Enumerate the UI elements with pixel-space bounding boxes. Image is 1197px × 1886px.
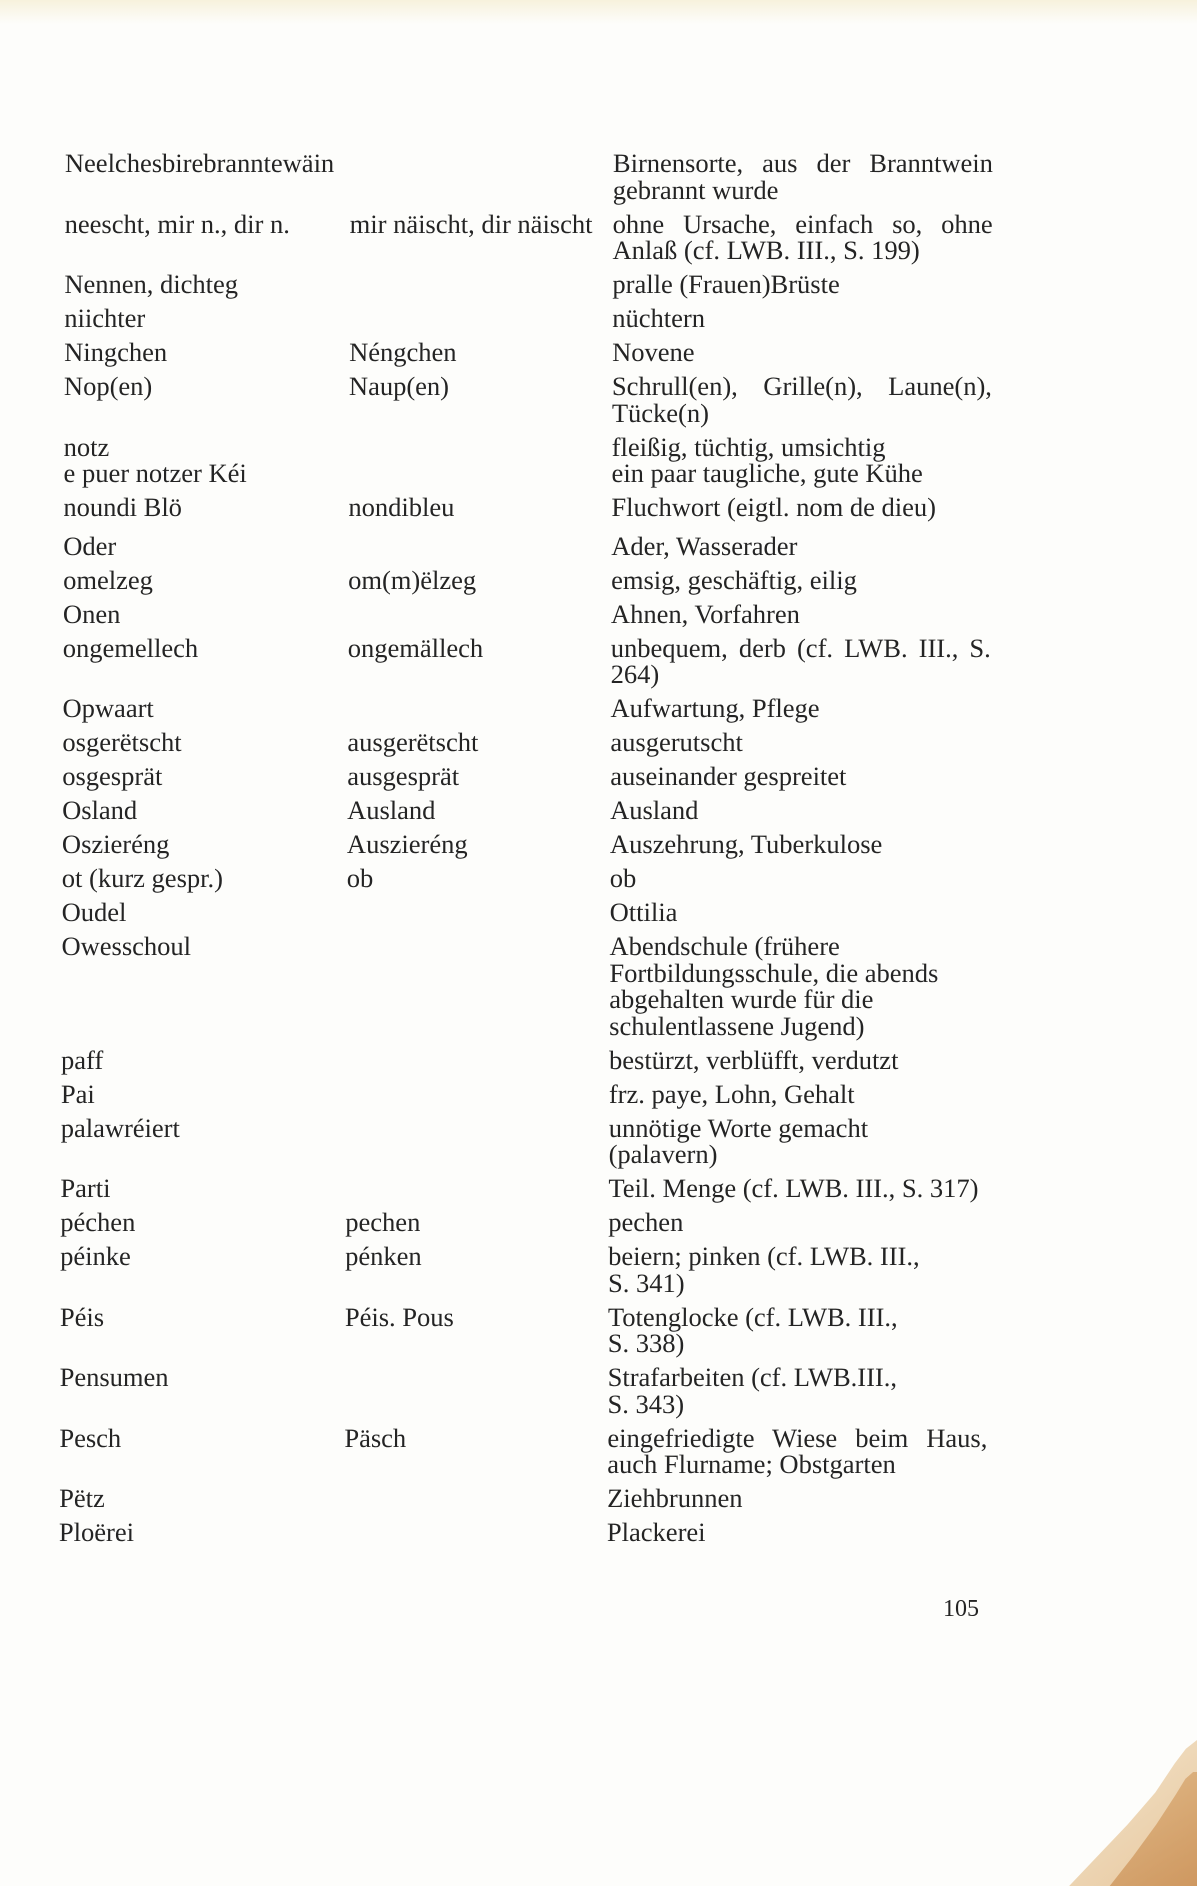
entry-headword	[59, 1485, 344, 1512]
entry-meaning	[608, 1044, 989, 1075]
entry-variant	[349, 373, 612, 426]
entry-meaning	[607, 1485, 987, 1512]
glossary-entry	[0, 1519, 1191, 1546]
entry-meaning	[612, 271, 992, 298]
meaning-line: beiern; pinken (cf. LWB. III.,	[608, 1241, 920, 1271]
meaning-line: Ottilia	[609, 897, 678, 927]
meaning-line: Plackerei	[606, 1517, 706, 1547]
entry-meaning	[611, 494, 991, 521]
variant-line: Päsch	[344, 1422, 407, 1453]
page-number: 105	[943, 1596, 979, 1622]
glossary-entry	[0, 632, 1195, 689]
glossary-section	[0, 1044, 1193, 1547]
variant-line: nondibleu	[348, 492, 455, 522]
glossary-entry	[0, 1078, 1193, 1109]
headword-line: Ningchen	[64, 337, 168, 367]
headword-line: Nop(en)	[63, 371, 153, 401]
entry-headword	[62, 763, 347, 790]
entry-variant	[347, 632, 611, 688]
entry-meaning	[611, 431, 992, 488]
glossary-entry	[0, 431, 1196, 488]
glossary-entry	[0, 1243, 1192, 1296]
entry-headword	[60, 1078, 346, 1109]
entry-variant	[350, 150, 613, 203]
entry-meaning	[607, 1519, 987, 1546]
headword-line: notz	[63, 431, 110, 462]
entry-meaning	[610, 899, 990, 926]
headword-line: Nennen, dichteg	[64, 269, 239, 299]
headword-line: Oder	[63, 530, 117, 561]
meaning-line: Birnensorte, aus der Branntwein	[612, 148, 994, 178]
meaning-line: fleißig, tüchtig, umsichtig	[611, 431, 886, 462]
entry-meaning	[607, 1364, 987, 1417]
headword-line: Pëtz	[59, 1483, 105, 1513]
entry-meaning	[612, 373, 992, 426]
paper-edge-tint	[0, 0, 1197, 24]
meaning-line: auseinander gespreitet	[610, 761, 847, 791]
entry-headword	[60, 1243, 345, 1296]
meaning-line: Abendschule (frühere	[609, 931, 840, 961]
entry-headword	[64, 208, 350, 264]
entry-headword	[62, 865, 347, 892]
meaning-line: schulentlassene Jugend)	[609, 1010, 865, 1041]
glossary-entry	[0, 831, 1194, 858]
entry-headword	[62, 632, 348, 688]
meaning-line: Aufwartung, Pflege	[610, 693, 820, 723]
entry-meaning	[610, 632, 991, 689]
entry-headword	[63, 564, 348, 595]
glossary-entry	[0, 933, 1194, 1039]
headword-line: Opwaart	[62, 693, 154, 723]
entry-variant	[345, 1243, 608, 1296]
headword-line: ot (kurz gespr.)	[61, 863, 224, 893]
entry-headword	[64, 305, 349, 332]
glossary-entry	[0, 729, 1194, 756]
entry-variant	[348, 494, 611, 521]
entry-variant	[348, 601, 611, 628]
entry-headword	[60, 1044, 346, 1075]
headword-line: Pensumen	[59, 1362, 169, 1392]
entry-meaning	[608, 1175, 988, 1202]
meaning-line: Ader, Wasserader	[611, 530, 798, 561]
entry-meaning	[610, 865, 990, 892]
entry-meaning	[608, 1243, 988, 1296]
entry-meaning	[607, 1422, 988, 1479]
meaning-line: Ahnen, Vorfahren	[610, 598, 800, 629]
entry-meaning	[608, 1078, 989, 1109]
meaning-line: ausgerutscht	[610, 727, 743, 757]
glossary-entry	[0, 1112, 1193, 1169]
entry-headword	[62, 831, 347, 858]
entry-variant	[346, 1115, 609, 1168]
entry-meaning	[613, 150, 993, 203]
meaning-line: bestürzt, verblüfft, verdutzt	[608, 1044, 899, 1075]
entry-variant	[346, 1081, 609, 1108]
entry-headword	[63, 431, 349, 488]
headword-line: Onen	[62, 598, 121, 629]
entry-meaning	[610, 797, 990, 824]
entry-headword	[59, 1519, 344, 1546]
glossary-section	[0, 150, 1197, 521]
entry-headword	[64, 339, 349, 366]
glossary-section	[0, 530, 1195, 1041]
entry-meaning	[608, 1112, 989, 1169]
glossary-entry	[0, 305, 1196, 332]
variant-line: Auszieréng	[346, 829, 468, 859]
glossary-entry	[0, 494, 1195, 521]
entry-meaning	[612, 305, 992, 332]
entry-variant	[344, 1422, 607, 1478]
meaning-line: Fortbildungsschule, die abends	[609, 957, 939, 988]
glossary-entry	[0, 695, 1195, 722]
variant-line: Naup(en)	[348, 371, 450, 401]
glossary-entry	[0, 865, 1194, 892]
entry-headword	[63, 494, 348, 521]
headword-line: Ploërei	[58, 1517, 135, 1547]
meaning-line: auch Flurname; Obstgarten	[607, 1449, 896, 1479]
meaning-line: Ausland	[610, 795, 699, 825]
variant-line: mir näischt, dir näischt	[349, 208, 593, 239]
entry-meaning	[612, 339, 992, 366]
glossary-entry	[0, 530, 1195, 561]
glossary-entry	[0, 271, 1196, 298]
entry-meaning	[608, 1209, 988, 1236]
variant-line: pénken	[345, 1241, 422, 1271]
glossary-entry	[0, 1364, 1192, 1417]
meaning-line: unnötige Worte gemacht	[608, 1112, 869, 1143]
meaning-line: S. 338)	[607, 1328, 685, 1358]
entry-headword	[60, 1209, 345, 1236]
glossary-entry	[0, 373, 1196, 426]
headword-line: noundi Blö	[63, 492, 183, 522]
entry-meaning	[607, 1301, 988, 1358]
meaning-line: S. 343)	[607, 1388, 685, 1419]
entry-headword	[65, 150, 350, 203]
glossary-entry	[0, 1485, 1191, 1512]
meaning-line: Anlaß (cf. LWB. III., S. 199)	[612, 235, 920, 265]
entry-variant	[347, 899, 610, 926]
meaning-line: eingefriedigte Wiese beim Haus,	[607, 1422, 988, 1453]
headword-line: paff	[60, 1044, 104, 1075]
entry-variant	[344, 1519, 607, 1546]
meaning-line: 264)	[610, 659, 660, 689]
meaning-line: emsig, geschäftig, eilig	[611, 564, 858, 595]
headword-line: omelzeg	[63, 564, 153, 595]
entry-variant	[348, 533, 611, 560]
meaning-line: Teil. Menge (cf. LWB. III., S. 317)	[608, 1173, 979, 1203]
entry-meaning	[610, 831, 990, 858]
meaning-line: frz. paye, Lohn, Gehalt	[608, 1078, 855, 1109]
meaning-line: Totenglocke (cf. LWB. III.,	[607, 1301, 898, 1332]
entry-variant	[345, 1209, 608, 1236]
entry-meaning	[612, 208, 993, 265]
headword-line: Neelchesbirebranntewäin	[64, 148, 335, 178]
variant-line: Ausland	[347, 795, 436, 825]
entry-headword	[59, 1301, 345, 1357]
entry-headword	[62, 729, 347, 756]
entry-variant	[346, 1047, 609, 1074]
headword-line: Pai	[60, 1078, 95, 1109]
meaning-line: Schrull(en), Grille(n), Laune(n),	[611, 371, 993, 401]
entry-meaning	[611, 695, 991, 722]
entry-headword	[60, 1175, 345, 1202]
entry-meaning	[611, 564, 991, 595]
entry-headword	[60, 1112, 346, 1168]
glossary-entry	[0, 1209, 1192, 1236]
glossary-list	[0, 150, 1197, 1553]
entry-variant	[347, 797, 610, 824]
meaning-line: gebrannt wurde	[612, 174, 779, 205]
entry-variant	[344, 1364, 607, 1417]
glossary-entry	[0, 1175, 1193, 1202]
entry-variant	[346, 933, 609, 1039]
headword-line: ongemellech	[62, 632, 199, 663]
glossary-entry	[0, 763, 1194, 790]
variant-line: Néngchen	[349, 337, 457, 367]
entry-variant	[347, 831, 610, 858]
entry-variant	[347, 729, 610, 756]
headword-line: neescht, mir n., dir n.	[64, 208, 290, 239]
variant-line: pechen	[345, 1207, 421, 1237]
glossary-entry	[0, 1301, 1192, 1358]
entry-variant	[349, 208, 613, 264]
headword-line: Pesch	[59, 1422, 122, 1453]
headword-line: osgerëtscht	[62, 727, 182, 757]
meaning-line: Strafarbeiten (cf. LWB.III.,	[607, 1362, 898, 1392]
headword-line: osgesprät	[62, 761, 163, 791]
meaning-line: ob	[609, 863, 637, 893]
entry-headword	[62, 797, 347, 824]
meaning-line: Tücke(n)	[611, 397, 710, 428]
entry-meaning	[610, 598, 991, 629]
headword-line: niichter	[64, 303, 146, 333]
meaning-line: nüchtern	[612, 303, 706, 333]
meaning-line: S. 341)	[607, 1267, 685, 1298]
headword-line: péchen	[60, 1207, 136, 1237]
entry-variant	[349, 271, 612, 298]
variant-line: ausgesprät	[347, 761, 460, 791]
meaning-line: ein paar taugliche, gute Kühe	[611, 458, 923, 488]
entry-headword	[59, 1364, 344, 1417]
headword-line: e puer notzer Kéi	[63, 458, 247, 488]
meaning-line: pechen	[608, 1207, 684, 1237]
headword-line: Parti	[60, 1173, 111, 1203]
entry-meaning	[610, 729, 990, 756]
headword-line: Osland	[62, 795, 138, 825]
glossary-entry	[0, 1044, 1193, 1075]
meaning-line: pralle (Frauen)Brüste	[612, 269, 840, 299]
variant-line: Péis. Pous	[344, 1301, 454, 1332]
headword-line: Oudel	[61, 897, 127, 927]
entry-variant	[348, 564, 611, 595]
entry-headword	[62, 598, 348, 629]
entry-meaning	[611, 530, 991, 561]
glossary-entry	[0, 564, 1195, 595]
entry-variant	[349, 434, 612, 487]
meaning-line: ohne Ursache, einfach so, ohne	[612, 208, 993, 239]
entry-headword	[64, 373, 349, 426]
headword-line: Owesschoul	[61, 931, 192, 961]
variant-line: ongemällech	[347, 632, 484, 663]
variant-line: ausgerëtscht	[347, 727, 479, 757]
glossary-entry	[0, 150, 1197, 203]
headword-line: palawréiert	[60, 1112, 180, 1143]
glossary-entry	[0, 1422, 1191, 1479]
entry-variant	[344, 1485, 607, 1512]
entry-headword	[64, 271, 349, 298]
entry-meaning	[609, 933, 989, 1039]
glossary-entry	[0, 899, 1194, 926]
variant-line: om(m)ëlzeg	[348, 564, 477, 595]
meaning-line: (palavern)	[608, 1139, 718, 1169]
entry-variant	[348, 695, 611, 722]
entry-variant	[344, 1301, 608, 1357]
entry-variant	[345, 1175, 608, 1202]
glossary-entry	[0, 598, 1195, 629]
entry-variant	[349, 339, 612, 366]
meaning-line: abgehalten wurde für die	[609, 984, 874, 1014]
meaning-line: Auszehrung, Tuberkulose	[609, 829, 883, 859]
headword-line: péinke	[60, 1241, 131, 1271]
glossary-entry	[0, 208, 1197, 265]
entry-headword	[61, 933, 346, 1039]
entry-headword	[62, 899, 347, 926]
glossary-entry	[0, 797, 1194, 824]
entry-variant	[349, 305, 612, 332]
meaning-line: unbequem, derb (cf. LWB. III., S.	[610, 632, 991, 663]
entry-headword	[59, 1422, 344, 1478]
headword-line: Oszieréng	[61, 829, 170, 859]
entry-headword	[63, 695, 348, 722]
meaning-line: Novene	[612, 337, 695, 367]
glossary-entry	[0, 339, 1196, 366]
entry-variant	[347, 865, 610, 892]
entry-variant	[347, 763, 610, 790]
variant-line: ob	[346, 863, 374, 893]
entry-headword	[63, 530, 348, 561]
entry-meaning	[610, 763, 990, 790]
headword-line: Péis	[59, 1301, 105, 1332]
meaning-line: Ziehbrunnen	[607, 1483, 743, 1513]
meaning-line: Fluchwort (eigtl. nom de dieu)	[611, 492, 937, 522]
